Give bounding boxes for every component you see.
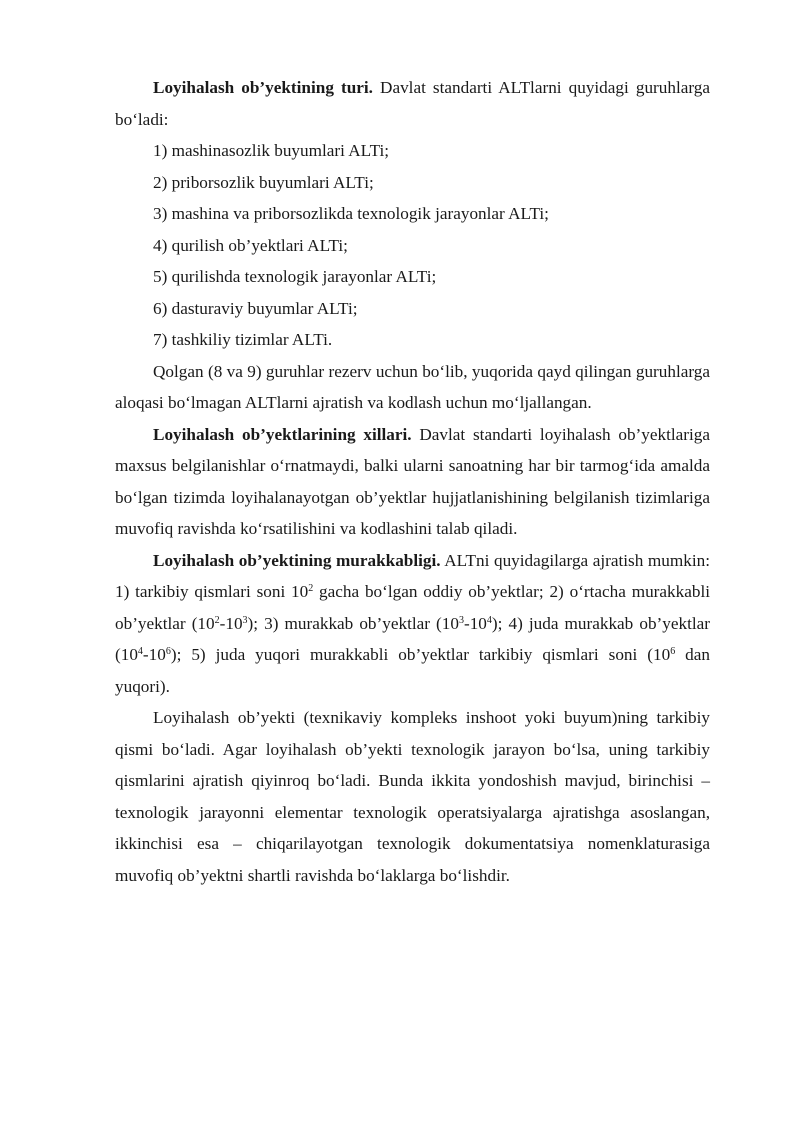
paragraph-last: Loyihalash ob’yekti (texnikaviy kompleks inshoot yoki buyum)ning tarkibiy qismi bo‘ladi. Agar loyihalash ob’yekti texnologik jarayon bo‘lsa, uning tarkibiy qismlarini ajratish qiyinroq bo‘ladi. Bunda ikkita yondoshish mavjud, birinchisi – texnologik jarayonni elementar texnologik operatsiyalarga ajratishga asoslangan, ikkinchisi esa – chiqarilayotgan texnologik dokumentatsiya nomenklaturasiga muvofiq ob’yektni shartli ravishda bo‘laklarga bo‘lishdir. — [115, 708, 710, 885]
section-text: -10 — [142, 645, 166, 664]
document-page — [115, 72, 710, 891]
exponent: 3 — [242, 614, 248, 626]
exponent: 2 — [214, 614, 220, 626]
list-item: 7) tashkiliy tizimlar ALTi. — [153, 330, 333, 349]
section-text: gacha bo‘lgan oddiy ob’yektlar; 2) o‘rtacha murakkabli ob’yektlar (10 — [115, 582, 710, 633]
section-heading: Loyihalash ob’yektining turi. — [153, 78, 373, 97]
section-object-kinds — [115, 419, 710, 545]
section-text: Davlat standarti loyihalash ob’yektlariga maxsus belgilanishlar o‘rnatmaydi, balki ularni sanoatning har bir tarmog‘ida amalda bo‘lgan tizimda loyihalanayotgan ob’yektlar hujjatlanishining belgilanish tizimlariga muvofiq ravishda ko‘rsatilishini va kodlashini talab qiladi. — [115, 424, 710, 538]
exponent: 4 — [486, 614, 492, 626]
section-object-type — [115, 72, 710, 135]
section-text: ); 3) murakkab ob’yektlar (10 — [247, 613, 459, 633]
section-text: -10 — [463, 613, 487, 633]
exponent: 2 — [308, 583, 314, 594]
section-text: ); 5) juda yuqori murakkabli ob’yektlar tarkibiy qismlari soni (10 — [170, 645, 671, 664]
section-heading: Loyihalash ob’yektining murakkabligi. — [153, 550, 441, 570]
section-text: ); 4) juda murakkab ob’yektlar (10 — [115, 613, 710, 664]
list-item: 6) dasturaviy buyumlar ALTi; — [153, 298, 358, 318]
section-heading: Loyihalash ob’yektlarining xillari. — [153, 424, 412, 444]
section-text: ALTni quyidagilarga ajratish mumkin: 1) tarkibiy qismlari soni 10 — [115, 550, 710, 601]
list-item: 2) priborsozlik buyumlari ALTi; — [153, 172, 374, 192]
paragraph-reserve: Qolgan (8 va 9) guruhlar rezerv uchun bo‘lib, yuqorida qayd qilingan guruhlarga aloqasi bo‘lmagan ALTlarni ajratish va kodlash uchun mo‘ljallangan. — [115, 361, 710, 412]
section-object-complexity — [115, 545, 710, 703]
list-item: 1) mashinasozlik buyumlari ALTi; — [153, 141, 390, 160]
section-text: dan yuqori). — [115, 645, 710, 696]
exponent: 6 — [165, 646, 171, 657]
list-item: 4) qurilish ob’yektlari ALTi; — [153, 235, 348, 255]
section-text: Davlat standarti ALTlarni quyidagi guruhlarga bo‘ladi: — [115, 78, 710, 129]
exponent: 4 — [137, 646, 143, 657]
list-item: 5) qurilishda texnologik jarayonlar ALTi; — [153, 267, 437, 286]
exponent: 6 — [670, 646, 676, 657]
section-text: -10 — [219, 613, 243, 633]
exponent: 3 — [458, 614, 464, 626]
list-item: 3) mashina va priborsozlikda texnologik jarayonlar ALTi; — [153, 204, 549, 223]
